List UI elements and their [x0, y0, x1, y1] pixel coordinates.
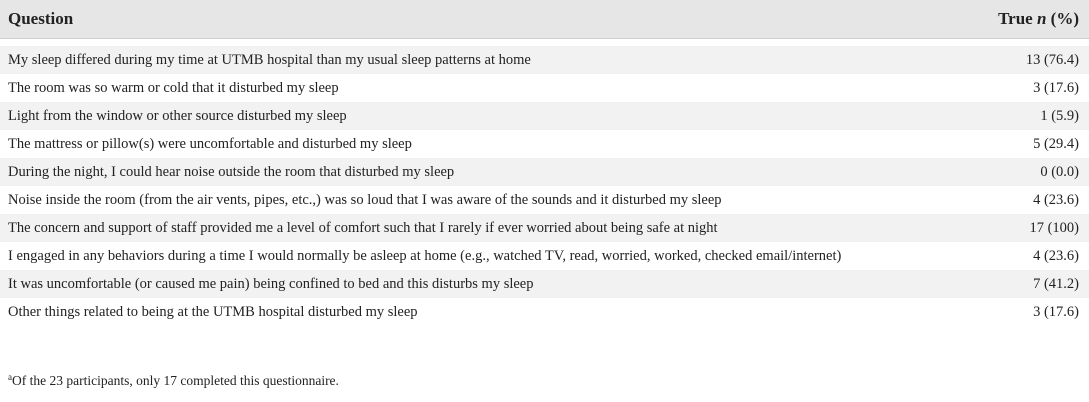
- true-value-cell: 1 (5.9): [900, 102, 1089, 130]
- header-percent-label: (%): [1046, 9, 1079, 28]
- header-true-n-percent: [900, 0, 1089, 39]
- footnote-text: Of the 23 participants, only 17 completed this questionnaire.: [12, 373, 339, 388]
- table-row: [0, 74, 1089, 102]
- question-cell: My sleep differed during my time at UTMB hospital than my usual sleep patterns at home: [0, 46, 900, 74]
- footnote-marker: a: [8, 372, 12, 382]
- true-value-cell: 4 (23.6): [900, 242, 1089, 270]
- question-cell: The room was so warm or cold that it disturbed my sleep: [0, 74, 900, 102]
- question-cell: Light from the window or other source disturbed my sleep: [0, 102, 900, 130]
- table-row: [0, 102, 1089, 130]
- true-value-cell: 5 (29.4): [900, 130, 1089, 158]
- question-cell: Noise inside the room (from the air vents, pipes, etc.,) was so loud that I was aware of the sounds and it disturbed my sleep: [0, 186, 900, 214]
- header-true-label: True: [998, 9, 1037, 28]
- question-cell: The concern and support of staff provided me a level of comfort such that I rarely if ever worried about being safe at night: [0, 214, 900, 242]
- table-row: [0, 130, 1089, 158]
- header-row: [0, 0, 1089, 39]
- table-row: [0, 214, 1089, 242]
- true-value-cell: 0 (0.0): [900, 158, 1089, 186]
- table-row: [0, 186, 1089, 214]
- true-value-cell: 4 (23.6): [900, 186, 1089, 214]
- header-question: Question: [0, 0, 900, 39]
- table-row: [0, 298, 1089, 326]
- table-row: [0, 158, 1089, 186]
- table-header: [0, 0, 1089, 39]
- table-row: [0, 270, 1089, 298]
- true-value-cell: 3 (17.6): [900, 298, 1089, 326]
- table-row: [0, 242, 1089, 270]
- true-value-cell: 13 (76.4): [900, 46, 1089, 74]
- spacer-row: [0, 39, 1089, 47]
- header-n-italic: n: [1036, 9, 1047, 28]
- spacer-cell: [0, 39, 1089, 47]
- header-spacer: [0, 39, 1089, 47]
- question-cell: It was uncomfortable (or caused me pain) being confined to bed and this disturbs my sleep: [0, 270, 900, 298]
- table-body: [0, 46, 1089, 326]
- question-cell: I engaged in any behaviors during a time I would normally be asleep at home (e.g., watched TV, read, worried, worked, checked email/internet): [0, 242, 900, 270]
- true-value-cell: 17 (100): [900, 214, 1089, 242]
- question-cell: During the night, I could hear noise outside the room that disturbed my sleep: [0, 158, 900, 186]
- table-row: [0, 46, 1089, 74]
- table-footnote: [8, 372, 339, 389]
- true-value-cell: 7 (41.2): [900, 270, 1089, 298]
- question-cell: Other things related to being at the UTMB hospital disturbed my sleep: [0, 298, 900, 326]
- true-value-cell: 3 (17.6): [900, 74, 1089, 102]
- question-cell: The mattress or pillow(s) were uncomfortable and disturbed my sleep: [0, 130, 900, 158]
